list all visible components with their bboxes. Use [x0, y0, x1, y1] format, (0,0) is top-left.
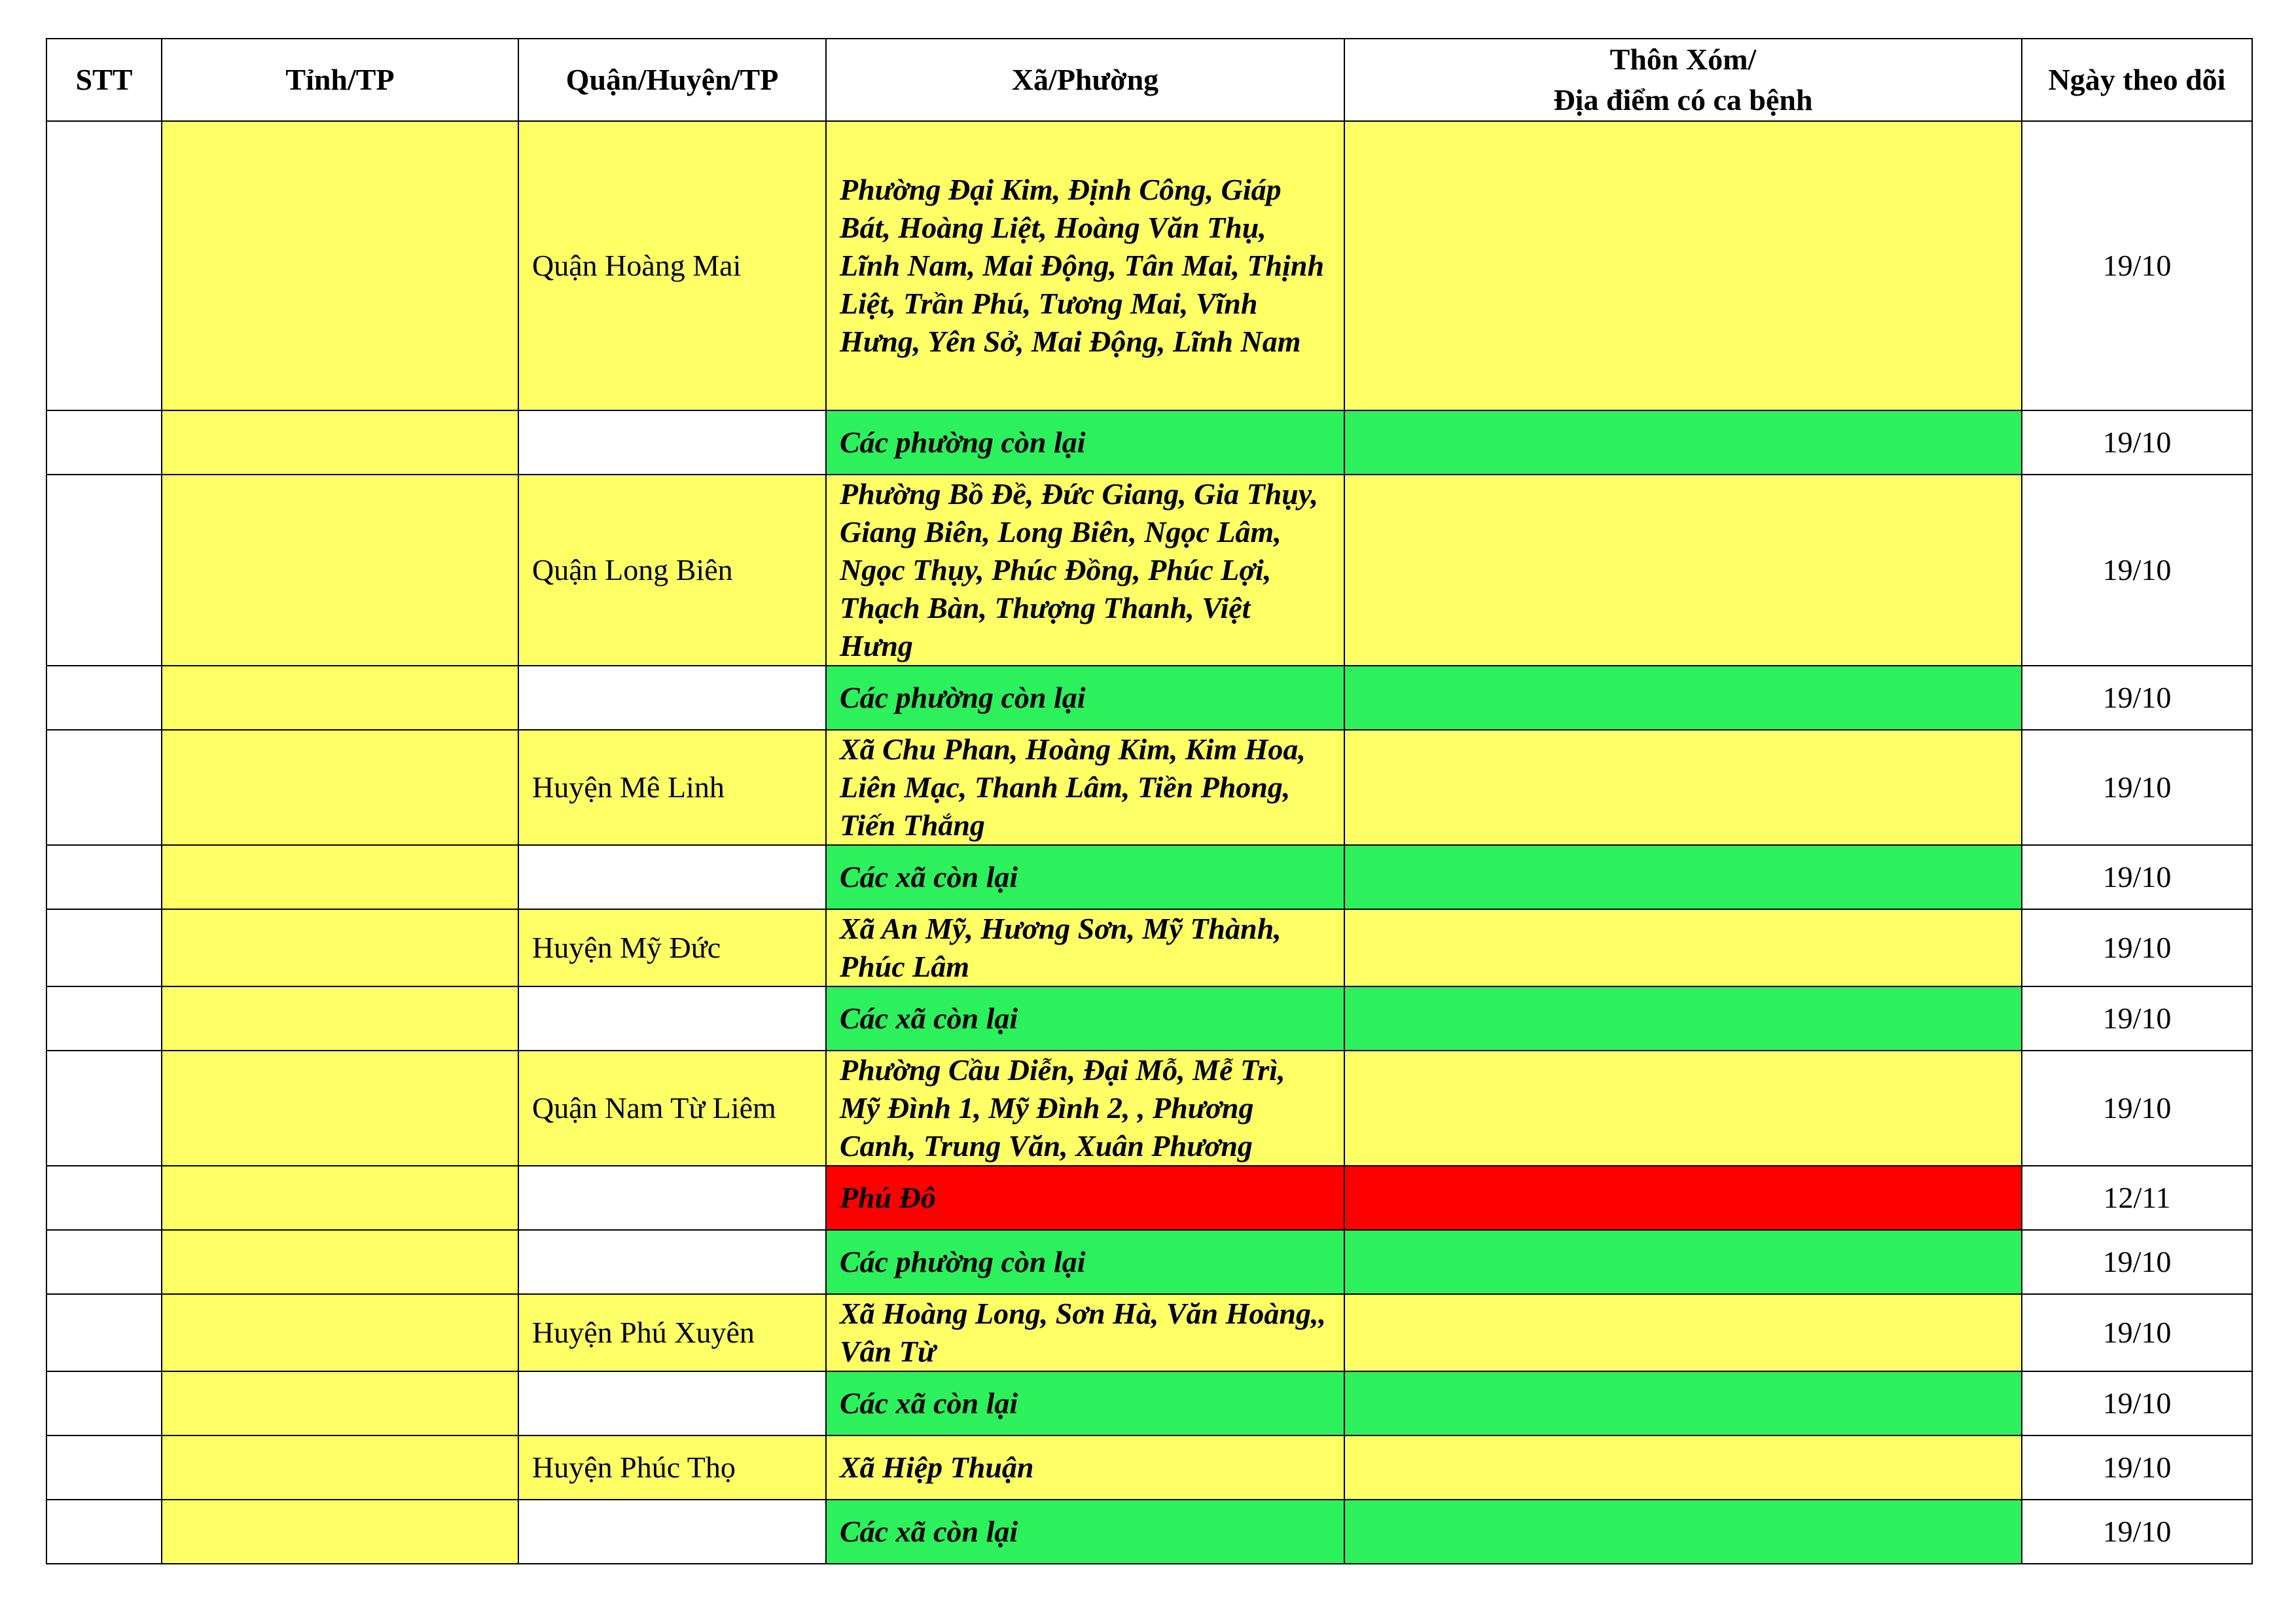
stt-cell [46, 845, 162, 909]
table-row [46, 730, 2252, 845]
table-row [46, 1051, 2252, 1166]
header-thon-line1: Thôn Xóm/ [1609, 43, 1757, 76]
stt-cell [46, 666, 162, 730]
stt-cell [46, 410, 162, 475]
district-cell [518, 1166, 826, 1230]
ward-cell: Các xã còn lại [826, 845, 1344, 909]
location-cell [1344, 1500, 2022, 1564]
district-cell [518, 666, 826, 730]
ward-cell: Các xã còn lại [826, 986, 1344, 1051]
tinh-cell [162, 1294, 518, 1371]
ward-cell: Các phường còn lại [826, 666, 1344, 730]
tinh-cell [162, 1500, 518, 1564]
date-cell: 19/10 [2022, 121, 2252, 410]
location-cell [1344, 1371, 2022, 1435]
ward-cell: Các xã còn lại [826, 1371, 1344, 1435]
tinh-cell [162, 410, 518, 475]
tinh-cell [162, 1166, 518, 1230]
stt-cell [46, 121, 162, 410]
location-cell [1344, 1435, 2022, 1500]
location-cell [1344, 909, 2022, 986]
district-cell [518, 1500, 826, 1564]
district-cell [518, 986, 826, 1051]
date-cell: 19/10 [2022, 845, 2252, 909]
location-cell [1344, 666, 2022, 730]
date-cell: 19/10 [2022, 666, 2252, 730]
tinh-cell [162, 986, 518, 1051]
ward-cell: Xã Hiệp Thuận [826, 1435, 1344, 1500]
header-stt: STT [46, 39, 162, 121]
stt-cell [46, 475, 162, 666]
table-row [46, 475, 2252, 666]
district-cell [518, 845, 826, 909]
ward-cell: Phường Bồ Đề, Đức Giang, Gia Thụy, Giang Biên, Long Biên, Ngọc Lâm, Ngọc Thụy, Phúc Đồng, Phúc Lợi, Thạch Bàn, Thượng Thanh, Việt Hưng [826, 475, 1344, 666]
stt-cell [46, 1166, 162, 1230]
district-cell: Quận Long Biên [518, 475, 826, 666]
date-cell: 19/10 [2022, 986, 2252, 1051]
date-cell: 12/11 [2022, 1166, 2252, 1230]
table-row [46, 986, 2252, 1051]
ward-cell: Phường Đại Kim, Định Công, Giáp Bát, Hoàng Liệt, Hoàng Văn Thụ, Lĩnh Nam, Mai Động, Tân Mai, Thịnh Liệt, Trần Phú, Tương Mai, Vĩnh Hưng, Yên Sở, Mai Động, Lĩnh Nam [826, 121, 1344, 410]
table-row [46, 666, 2252, 730]
ward-cell: Xã Chu Phan, Hoàng Kim, Kim Hoa, Liên Mạc, Thanh Lâm, Tiền Phong, Tiến Thắng [826, 730, 1344, 845]
district-cell: Huyện Mỹ Đức [518, 909, 826, 986]
district-cell [518, 1371, 826, 1435]
location-cell [1344, 1166, 2022, 1230]
tinh-cell [162, 909, 518, 986]
header-thon [1344, 39, 2022, 121]
header-tinh: Tỉnh/TP [162, 39, 518, 121]
district-cell [518, 410, 826, 475]
ward-cell: Phường Cầu Diễn, Đại Mỗ, Mễ Trì, Mỹ Đình 1, Mỹ Đình 2, , Phương Canh, Trung Văn, Xuân Phương [826, 1051, 1344, 1166]
ward-cell: Các phường còn lại [826, 1230, 1344, 1294]
table-row [46, 909, 2252, 986]
zone-table [46, 38, 2253, 1564]
header-thon-line2: Địa điểm có ca bệnh [1553, 83, 1813, 117]
ward-cell: Xã An Mỹ, Hương Sơn, Mỹ Thành, Phúc Lâm [826, 909, 1344, 986]
table-row [46, 121, 2252, 410]
ward-cell: Phú Đô [826, 1166, 1344, 1230]
table-row [46, 1166, 2252, 1230]
table-row [46, 1435, 2252, 1500]
location-cell [1344, 845, 2022, 909]
location-cell [1344, 730, 2022, 845]
date-cell: 19/10 [2022, 1294, 2252, 1371]
date-cell: 19/10 [2022, 730, 2252, 845]
date-cell: 19/10 [2022, 1500, 2252, 1564]
tinh-cell [162, 1435, 518, 1500]
header-row [46, 39, 2252, 121]
location-cell [1344, 121, 2022, 410]
ward-cell: Xã Hoàng Long, Sơn Hà, Văn Hoàng,, Vân Từ [826, 1294, 1344, 1371]
date-cell: 19/10 [2022, 1230, 2252, 1294]
location-cell [1344, 410, 2022, 475]
table-body [46, 121, 2252, 1564]
header-ngay: Ngày theo dõi [2022, 39, 2252, 121]
location-cell [1344, 1294, 2022, 1371]
tinh-cell [162, 845, 518, 909]
location-cell [1344, 1051, 2022, 1166]
table-row [46, 1294, 2252, 1371]
stt-cell [46, 1294, 162, 1371]
stt-cell [46, 909, 162, 986]
district-cell: Huyện Mê Linh [518, 730, 826, 845]
stt-cell [46, 986, 162, 1051]
location-cell [1344, 475, 2022, 666]
district-cell: Huyện Phúc Thọ [518, 1435, 826, 1500]
tinh-cell [162, 1051, 518, 1166]
table-row [46, 1371, 2252, 1435]
table-row [46, 410, 2252, 475]
tinh-cell [162, 666, 518, 730]
stt-cell [46, 1371, 162, 1435]
tinh-cell [162, 121, 518, 410]
location-cell [1344, 986, 2022, 1051]
district-cell: Quận Nam Từ Liêm [518, 1051, 826, 1166]
district-cell: Quận Hoàng Mai [518, 121, 826, 410]
table-row [46, 845, 2252, 909]
stt-cell [46, 730, 162, 845]
stt-cell [46, 1230, 162, 1294]
stt-cell [46, 1051, 162, 1166]
table-row [46, 1230, 2252, 1294]
date-cell: 19/10 [2022, 410, 2252, 475]
tinh-cell [162, 730, 518, 845]
tinh-cell [162, 1230, 518, 1294]
header-xa: Xã/Phường [826, 39, 1344, 121]
date-cell: 19/10 [2022, 475, 2252, 666]
date-cell: 19/10 [2022, 1051, 2252, 1166]
tinh-cell [162, 475, 518, 666]
date-cell: 19/10 [2022, 1435, 2252, 1500]
table-row [46, 1500, 2252, 1564]
date-cell: 19/10 [2022, 1371, 2252, 1435]
header-quan: Quận/Huyện/TP [518, 39, 826, 121]
ward-cell: Các phường còn lại [826, 410, 1344, 475]
location-cell [1344, 1230, 2022, 1294]
district-cell: Huyện Phú Xuyên [518, 1294, 826, 1371]
date-cell: 19/10 [2022, 909, 2252, 986]
stt-cell [46, 1435, 162, 1500]
tinh-cell [162, 1371, 518, 1435]
district-cell [518, 1230, 826, 1294]
stt-cell [46, 1500, 162, 1564]
ward-cell: Các xã còn lại [826, 1500, 1344, 1564]
